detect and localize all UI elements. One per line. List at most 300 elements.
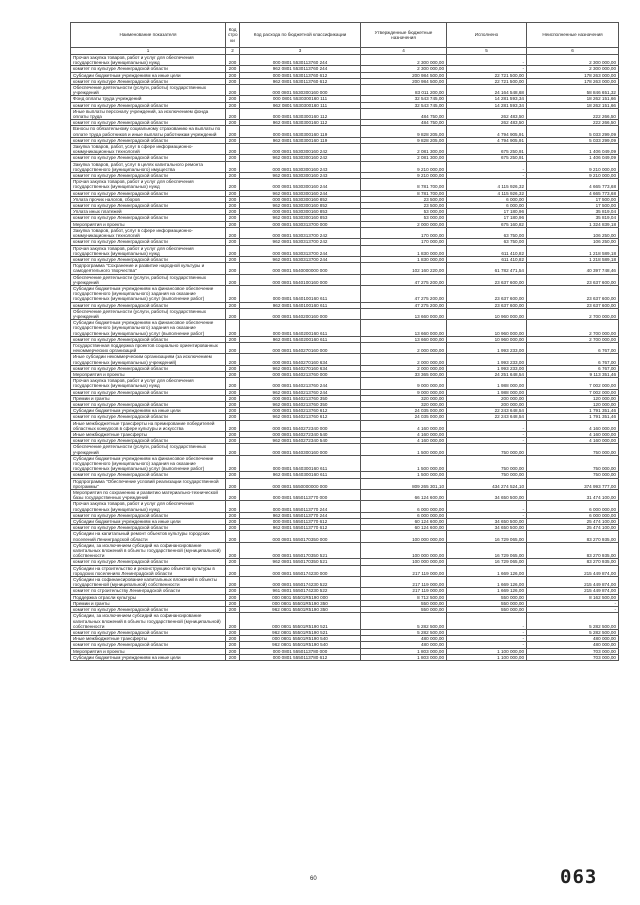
table-row bbox=[71, 354, 619, 365]
row-unexecuted-amount: 18 262 151,66 bbox=[527, 96, 619, 102]
row-approved-amount: 1 803 000,00 bbox=[361, 648, 447, 654]
row-classification-code: 000 0801 5530313700 244 bbox=[240, 245, 361, 256]
row-name: Иные выплаты персоналу учреждений, за исключением фонда оплаты труда bbox=[71, 108, 226, 119]
row-unexecuted-amount: 480 000,00 bbox=[527, 636, 619, 642]
row-approved-amount: 9 828 205,00 bbox=[361, 126, 447, 137]
row-line-code: 200 bbox=[226, 196, 240, 202]
row-approved-amount: 4 160 000,00 bbox=[361, 420, 447, 431]
row-line-code: 200 bbox=[226, 648, 240, 654]
row-line-code: 200 bbox=[226, 274, 240, 285]
row-classification-code: 000 0801 5530300160 243 bbox=[240, 161, 361, 172]
row-line-code: 200 bbox=[226, 542, 240, 559]
row-unexecuted-amount: 23 637 600,00 bbox=[527, 274, 619, 285]
row-classification-code: 000 0801 5550000000 000 bbox=[240, 478, 361, 489]
row-name: Закупка товаров, работ, услуг в сфере информационно-коммуникационных технологий bbox=[71, 144, 226, 155]
row-name: комитет по культуре Ленинградской области bbox=[71, 137, 226, 143]
row-approved-amount: 23 500,00 bbox=[361, 196, 447, 202]
row-name: Мероприятия и проекты bbox=[71, 371, 226, 377]
row-executed-amount: - bbox=[447, 512, 527, 518]
row-name: Поддержка отрасли культуры bbox=[71, 594, 226, 600]
row-name: Уплата прочих налогов, сборов bbox=[71, 196, 226, 202]
row-executed-amount: 4 794 905,91 bbox=[447, 126, 527, 137]
row-unexecuted-amount: 40 397 748,46 bbox=[527, 263, 619, 274]
row-name: Субсидии бюджетным учреждениям на иные цели bbox=[71, 72, 226, 78]
row-executed-amount: 1 669 126,00 bbox=[447, 577, 527, 588]
row-approved-amount: 2 000 000,00 bbox=[361, 342, 447, 353]
row-line-code: 200 bbox=[226, 378, 240, 389]
row-executed-amount: 34 650 500,00 bbox=[447, 490, 527, 501]
row-unexecuted-amount: 7 002 000,00 bbox=[527, 389, 619, 395]
row-executed-amount: 4 115 926,32 bbox=[447, 179, 527, 190]
row-line-code: 200 bbox=[226, 594, 240, 600]
row-approved-amount: 47 275 200,00 bbox=[361, 302, 447, 308]
table-row bbox=[71, 444, 619, 455]
row-line-code: 200 bbox=[226, 490, 240, 501]
row-classification-code: 962 0801 55501R5190 540 bbox=[240, 642, 361, 648]
row-classification-code: 962 0801 5540213760 350 bbox=[240, 401, 361, 407]
row-approved-amount: 1 500 000,00 bbox=[361, 455, 447, 472]
row-unexecuted-amount: - bbox=[527, 607, 619, 613]
row-classification-code: 000 0801 5540200160 000 bbox=[240, 308, 361, 319]
row-name: Иные субсидии некоммерческим организациям (за исключением государственных (муниципальных) учреждений) bbox=[71, 354, 226, 365]
column-number: 3 bbox=[240, 48, 361, 55]
row-unexecuted-amount: 178 263 000,00 bbox=[527, 78, 619, 84]
table-row bbox=[71, 531, 619, 542]
row-approved-amount: 1 830 000,00 bbox=[361, 245, 447, 256]
row-executed-amount: 22 721 500,00 bbox=[447, 72, 527, 78]
table-row bbox=[71, 565, 619, 576]
row-executed-amount: 1 993 233,00 bbox=[447, 365, 527, 371]
row-line-code: 200 bbox=[226, 126, 240, 137]
row-line-code: 200 bbox=[226, 444, 240, 455]
row-name: комитет по культуре Ленинградской области bbox=[71, 525, 226, 531]
row-line-code: 200 bbox=[226, 72, 240, 78]
row-unexecuted-amount: 215 449 874,00 bbox=[527, 577, 619, 588]
row-name: Субсидии, за исключением субсидий на софинансирование капитальных вложений в объекты государственной (муниципальной) собственности bbox=[71, 613, 226, 630]
row-executed-amount: 750 000,00 bbox=[447, 444, 527, 455]
row-classification-code: 000 0801 5530300160 111 bbox=[240, 96, 361, 102]
table-row bbox=[71, 490, 619, 501]
row-line-code: 200 bbox=[226, 636, 240, 642]
row-executed-amount: 550 000,00 bbox=[447, 607, 527, 613]
row-executed-amount: 63 750,00 bbox=[447, 227, 527, 238]
row-unexecuted-amount: 2 700 000,00 bbox=[527, 308, 619, 319]
row-unexecuted-amount: 4 160 000,00 bbox=[527, 420, 619, 431]
row-unexecuted-amount: 25 474 100,00 bbox=[527, 525, 619, 531]
row-unexecuted-amount: 9 210 000,00 bbox=[527, 173, 619, 179]
row-approved-amount: 217 119 000,00 bbox=[361, 577, 447, 588]
row-line-code: 200 bbox=[226, 285, 240, 302]
row-approved-amount: 6 000 000,00 bbox=[361, 512, 447, 518]
row-classification-code: 000 0801 5540300160 000 bbox=[240, 444, 361, 455]
row-unexecuted-amount: 8 162 500,00 bbox=[527, 594, 619, 600]
row-approved-amount: 83 011 200,00 bbox=[361, 85, 447, 96]
row-classification-code: 000 0801 5540270160 000 bbox=[240, 342, 361, 353]
row-name: комитет по культуре Ленинградской области bbox=[71, 173, 226, 179]
row-approved-amount: 9 000 000,00 bbox=[361, 389, 447, 395]
row-classification-code: 000 0801 5550113770 244 bbox=[240, 501, 361, 512]
row-name: Субсидии бюджетным учреждениям на иные цели bbox=[71, 408, 226, 414]
row-approved-amount: 60 124 600,00 bbox=[361, 519, 447, 525]
row-name: Субсидии бюджетным учреждениям на финансовое обеспечение государственного (муниципального) задания на оказание государственных (муниципальных) услуг (выполнение работ) bbox=[71, 455, 226, 472]
row-classification-code: 000 0801 5540270160 634 bbox=[240, 354, 361, 365]
table-row bbox=[71, 455, 619, 472]
table-row bbox=[71, 161, 619, 172]
row-name: Обеспечение деятельности (услуги, работы) государственных учреждений bbox=[71, 274, 226, 285]
row-executed-amount: 611 410,82 bbox=[447, 245, 527, 256]
row-executed-amount: 22 243 648,54 bbox=[447, 408, 527, 414]
row-approved-amount: 1 500 000,00 bbox=[361, 472, 447, 478]
row-executed-amount: 24 164 548,68 bbox=[447, 85, 527, 96]
row-executed-amount: 200 000,00 bbox=[447, 401, 527, 407]
row-classification-code: 962 0801 5550170350 521 bbox=[240, 559, 361, 565]
table-row bbox=[71, 285, 619, 302]
row-unexecuted-amount: 7 002 000,00 bbox=[527, 378, 619, 389]
row-unexecuted-amount: 83 270 935,00 bbox=[527, 531, 619, 542]
row-name: комитет по культуре Ленинградской области bbox=[71, 155, 226, 161]
row-name: Иные межбюджетные трансферты bbox=[71, 432, 226, 438]
row-line-code: 200 bbox=[226, 432, 240, 438]
row-unexecuted-amount: 5 282 500,00 bbox=[527, 629, 619, 635]
row-classification-code: 000 0801 5540213760 000 bbox=[240, 371, 361, 377]
row-approved-amount: 2 000 000,00 bbox=[361, 365, 447, 371]
row-approved-amount: 809 265 301,10 bbox=[361, 478, 447, 489]
row-approved-amount: 320 000,00 bbox=[361, 395, 447, 401]
row-unexecuted-amount: 106 250,00 bbox=[527, 227, 619, 238]
row-executed-amount: 6 000,00 bbox=[447, 203, 527, 209]
row-executed-amount: 16 729 065,00 bbox=[447, 542, 527, 559]
row-executed-amount: 550 000,00 bbox=[447, 594, 527, 600]
row-unexecuted-amount: 1 218 589,18 bbox=[527, 245, 619, 256]
row-unexecuted-amount: 4 665 773,68 bbox=[527, 179, 619, 190]
row-executed-amount: 1 669 126,00 bbox=[447, 565, 527, 576]
row-executed-amount: 14 281 593,34 bbox=[447, 102, 527, 108]
row-executed-amount: 6 000,00 bbox=[447, 196, 527, 202]
row-approved-amount: 2 300 000,00 bbox=[361, 55, 447, 66]
row-name: Иные межбюджетные трансферты bbox=[71, 636, 226, 642]
row-line-code: 200 bbox=[226, 102, 240, 108]
row-executed-amount: - bbox=[447, 161, 527, 172]
row-unexecuted-amount: 83 270 935,00 bbox=[527, 542, 619, 559]
row-name: Прочая закупка товаров, работ и услуг для обеспечения государственных (муниципальных) нужд bbox=[71, 378, 226, 389]
row-executed-amount: 1 988 000,00 bbox=[447, 389, 527, 395]
row-approved-amount: 200 984 500,00 bbox=[361, 72, 447, 78]
row-line-code: 200 bbox=[226, 565, 240, 576]
row-line-code: 200 bbox=[226, 215, 240, 221]
table-row bbox=[71, 227, 619, 238]
row-name: комитет по культуре Ленинградской области bbox=[71, 215, 226, 221]
row-approved-amount: 480 000,00 bbox=[361, 642, 447, 648]
row-name: Фонд оплаты труда учреждений bbox=[71, 96, 226, 102]
row-classification-code: 000 0801 5530300160 242 bbox=[240, 144, 361, 155]
row-executed-amount: 1 100 000,00 bbox=[447, 648, 527, 654]
row-name: комитет по культуре Ленинградской области bbox=[71, 336, 226, 342]
row-name: комитет по культуре Ленинградской области bbox=[71, 78, 226, 84]
row-executed-amount: 16 729 065,00 bbox=[447, 531, 527, 542]
row-classification-code: 000 0801 5530300160 119 bbox=[240, 126, 361, 137]
row-unexecuted-amount: 31 474 100,00 bbox=[527, 490, 619, 501]
row-unexecuted-amount: 5 033 299,09 bbox=[527, 137, 619, 143]
row-line-code: 200 bbox=[226, 600, 240, 606]
row-executed-amount: 434 274 524,10 bbox=[447, 478, 527, 489]
row-approved-amount: 484 750,00 bbox=[361, 108, 447, 119]
row-classification-code: 000 0801 5540200160 611 bbox=[240, 320, 361, 337]
row-line-code: 200 bbox=[226, 629, 240, 635]
row-approved-amount: 217 119 000,00 bbox=[361, 565, 447, 576]
row-executed-amount: - bbox=[447, 55, 527, 66]
row-classification-code: 000 0801 5540213760 350 bbox=[240, 395, 361, 401]
row-classification-code: 000 0801 55501R5190 350 bbox=[240, 600, 361, 606]
row-name: комитет по культуре Ленинградской области bbox=[71, 66, 226, 72]
row-approved-amount: 66 124 600,00 bbox=[361, 490, 447, 501]
table-row bbox=[71, 85, 619, 96]
row-unexecuted-amount: 9 113 351,46 bbox=[527, 371, 619, 377]
row-executed-amount: 10 960 000,00 bbox=[447, 308, 527, 319]
row-executed-amount: 750 000,00 bbox=[447, 455, 527, 472]
header-line-code: Код стро ки bbox=[226, 23, 240, 48]
row-classification-code: 962 0801 5540213760 244 bbox=[240, 389, 361, 395]
row-classification-code: 962 0801 5530313700 244 bbox=[240, 256, 361, 262]
row-name: Мероприятия по сохранению и развитию материально-технической базы государственных учреждений bbox=[71, 490, 226, 501]
row-line-code: 200 bbox=[226, 302, 240, 308]
row-unexecuted-amount: 120 000,00 bbox=[527, 395, 619, 401]
row-unexecuted-amount: 215 449 874,00 bbox=[527, 588, 619, 594]
row-classification-code: 000 0801 5530313700 242 bbox=[240, 227, 361, 238]
row-approved-amount: 100 000 000,00 bbox=[361, 542, 447, 559]
row-classification-code: 962 0801 5530300160 112 bbox=[240, 120, 361, 126]
row-approved-amount: 9 828 205,00 bbox=[361, 137, 447, 143]
row-line-code: 200 bbox=[226, 66, 240, 72]
row-line-code: 200 bbox=[226, 137, 240, 143]
table-body bbox=[71, 55, 619, 661]
row-line-code: 200 bbox=[226, 120, 240, 126]
page-number: 60 bbox=[310, 876, 317, 882]
row-name: Взносы по обязательному социальному страхованию на выплаты по оплате труда работников и иные выплаты работникам учреждений bbox=[71, 126, 226, 137]
row-executed-amount: - bbox=[447, 642, 527, 648]
row-name: Прочая закупка товаров, работ и услуг для обеспечения государственных (муниципальных) нужд bbox=[71, 501, 226, 512]
row-name: комитет по культуре Ленинградской области bbox=[71, 239, 226, 245]
row-classification-code: 000 0801 5540272340 540 bbox=[240, 432, 361, 438]
table-row bbox=[71, 179, 619, 190]
row-executed-amount: - bbox=[447, 432, 527, 438]
row-name: Премии и гранты bbox=[71, 600, 226, 606]
row-classification-code: 962 0801 5530300160 119 bbox=[240, 137, 361, 143]
row-classification-code: 000 0801 5530300160 112 bbox=[240, 108, 361, 119]
row-unexecuted-amount: 5 282 500,00 bbox=[527, 613, 619, 630]
row-line-code: 200 bbox=[226, 203, 240, 209]
table-row bbox=[71, 542, 619, 559]
row-name: комитет по культуре Ленинградской области bbox=[71, 120, 226, 126]
table-row bbox=[71, 108, 619, 119]
row-line-code: 200 bbox=[226, 96, 240, 102]
row-line-code: 200 bbox=[226, 85, 240, 96]
row-name: Обеспечение деятельности (услуги, работы) государственных учреждений bbox=[71, 444, 226, 455]
row-unexecuted-amount: 120 000,00 bbox=[527, 401, 619, 407]
row-line-code: 200 bbox=[226, 190, 240, 196]
row-name: Мероприятия и проекты bbox=[71, 221, 226, 227]
row-approved-amount: 2 000 000,00 bbox=[361, 354, 447, 365]
row-approved-amount: 4 160 000,00 bbox=[361, 432, 447, 438]
row-name: комитет по культуре Ленинградской области bbox=[71, 203, 226, 209]
column-number: 5 bbox=[447, 48, 527, 55]
row-name: комитет по строительству Ленинградской области bbox=[71, 588, 226, 594]
row-name: Иные межбюджетные трансферты на премирование победителей областных конкурсов в сфере культуры и искусства bbox=[71, 420, 226, 431]
row-name: Закупка товаров, работ, услуг в целях капитального ремонта государственного (муниципального) имущества bbox=[71, 161, 226, 172]
row-unexecuted-amount: 18 262 151,66 bbox=[527, 102, 619, 108]
row-classification-code: 962 0801 5530300160 852 bbox=[240, 203, 361, 209]
row-classification-code: 000 0801 5530313700 000 bbox=[240, 221, 361, 227]
row-line-code: 200 bbox=[226, 654, 240, 660]
table-row bbox=[71, 420, 619, 431]
column-number-row bbox=[71, 48, 619, 55]
column-number: 6 bbox=[527, 48, 619, 55]
row-executed-amount: 1 988 000,00 bbox=[447, 378, 527, 389]
handwritten-sheet-number: 063 bbox=[560, 866, 598, 888]
row-line-code: 200 bbox=[226, 389, 240, 395]
row-classification-code: 962 0801 5530313700 242 bbox=[240, 239, 361, 245]
row-executed-amount: - bbox=[447, 636, 527, 642]
row-line-code: 200 bbox=[226, 525, 240, 531]
table-row bbox=[71, 263, 619, 274]
row-approved-amount: 170 000,00 bbox=[361, 239, 447, 245]
row-classification-code: 000 0801 5540213760 244 bbox=[240, 378, 361, 389]
table-row bbox=[71, 342, 619, 353]
row-approved-amount: 13 660 000,00 bbox=[361, 336, 447, 342]
row-approved-amount: 60 124 600,00 bbox=[361, 525, 447, 531]
row-classification-code: 962 0801 5540272340 540 bbox=[240, 438, 361, 444]
row-approved-amount: 24 035 000,00 bbox=[361, 408, 447, 414]
row-name: Прочая закупка товаров, работ и услуг для обеспечения государственных (муниципальных) нужд bbox=[71, 179, 226, 190]
row-executed-amount: 22 243 648,54 bbox=[447, 414, 527, 420]
row-line-code: 200 bbox=[226, 478, 240, 489]
row-unexecuted-amount: - bbox=[527, 600, 619, 606]
row-approved-amount: 1 500 000,00 bbox=[361, 444, 447, 455]
header-unexecuted: Неисполненные назначения bbox=[527, 23, 619, 48]
row-classification-code: 962 0801 5530300160 111 bbox=[240, 102, 361, 108]
row-classification-code: 962 0801 5530113760 612 bbox=[240, 78, 361, 84]
row-line-code: 200 bbox=[226, 263, 240, 274]
row-line-code: 200 bbox=[226, 408, 240, 414]
row-executed-amount: 61 782 471,54 bbox=[447, 263, 527, 274]
row-classification-code: 000 0801 5550113770 612 bbox=[240, 519, 361, 525]
row-approved-amount: 5 282 500,00 bbox=[361, 629, 447, 635]
row-executed-amount: 550 000,00 bbox=[447, 600, 527, 606]
row-unexecuted-amount: 23 637 600,00 bbox=[527, 302, 619, 308]
row-approved-amount: 13 660 000,00 bbox=[361, 308, 447, 319]
row-name: Государственная поддержка проектов социально ориентированных некоммерческих организаций bbox=[71, 342, 226, 353]
row-line-code: 200 bbox=[226, 55, 240, 66]
row-executed-amount: 675 250,91 bbox=[447, 155, 527, 161]
row-approved-amount: 9 210 000,00 bbox=[361, 161, 447, 172]
row-classification-code: 962 0801 5530113760 244 bbox=[240, 66, 361, 72]
row-name: комитет по культуре Ленинградской области bbox=[71, 365, 226, 371]
row-executed-amount: 17 180,96 bbox=[447, 209, 527, 215]
header-executed: Исполнено bbox=[447, 23, 527, 48]
row-classification-code: 962 0801 5530300160 242 bbox=[240, 155, 361, 161]
row-approved-amount: 5 282 500,00 bbox=[361, 613, 447, 630]
row-unexecuted-amount: 750 000,00 bbox=[527, 455, 619, 472]
row-unexecuted-amount: 374 993 777,00 bbox=[527, 478, 619, 489]
row-executed-amount: 675 250,91 bbox=[447, 144, 527, 155]
table-row bbox=[71, 308, 619, 319]
row-classification-code: 000 0801 5550170350 521 bbox=[240, 542, 361, 559]
row-line-code: 200 bbox=[226, 588, 240, 594]
row-line-code: 200 bbox=[226, 395, 240, 401]
row-line-code: 200 bbox=[226, 371, 240, 377]
row-executed-amount: 10 960 000,00 bbox=[447, 320, 527, 337]
row-executed-amount: - bbox=[447, 501, 527, 512]
row-approved-amount: 4 160 000,00 bbox=[361, 438, 447, 444]
row-executed-amount: 750 000,00 bbox=[447, 472, 527, 478]
row-classification-code: 000 0801 55501R5190 521 bbox=[240, 613, 361, 630]
row-unexecuted-amount: 83 270 935,00 bbox=[527, 559, 619, 565]
row-line-code: 200 bbox=[226, 519, 240, 525]
row-executed-amount: 17 180,96 bbox=[447, 215, 527, 221]
row-line-code: 200 bbox=[226, 438, 240, 444]
row-executed-amount: 34 650 500,00 bbox=[447, 525, 527, 531]
row-unexecuted-amount: 215 449 874,00 bbox=[527, 565, 619, 576]
row-unexecuted-amount: 750 000,00 bbox=[527, 444, 619, 455]
row-unexecuted-amount: 222 266,50 bbox=[527, 120, 619, 126]
row-line-code: 200 bbox=[226, 501, 240, 512]
row-unexecuted-amount: 35 819,04 bbox=[527, 215, 619, 221]
row-name: Субсидии бюджетным учреждениям на финансовое обеспечение государственного (муниципального) задания на оказание государственных (муниципальных) услуг (выполнение работ) bbox=[71, 320, 226, 337]
row-name: комитет по культуре Ленинградской области bbox=[71, 302, 226, 308]
row-executed-amount: 14 281 593,34 bbox=[447, 96, 527, 102]
column-number: 2 bbox=[226, 48, 240, 55]
budget-execution-table bbox=[70, 22, 619, 661]
table-row bbox=[71, 378, 619, 389]
row-name: комитет по культуре Ленинградской области bbox=[71, 102, 226, 108]
row-name: комитет по культуре Ленинградской области bbox=[71, 401, 226, 407]
row-line-code: 200 bbox=[226, 455, 240, 472]
row-executed-amount: 1 669 126,00 bbox=[447, 588, 527, 594]
row-approved-amount: 24 035 000,00 bbox=[361, 414, 447, 420]
row-name: Прочая закупка товаров, работ и услуг для обеспечения государственных (муниципальных) нужд bbox=[71, 55, 226, 66]
row-unexecuted-amount: 1 406 049,09 bbox=[527, 155, 619, 161]
row-unexecuted-amount: 1 406 049,09 bbox=[527, 144, 619, 155]
row-line-code: 200 bbox=[226, 155, 240, 161]
row-approved-amount: 6 000 000,00 bbox=[361, 501, 447, 512]
row-name: Закупка товаров, работ, услуг в сфере информационно-коммуникационных технологий bbox=[71, 227, 226, 238]
row-line-code: 200 bbox=[226, 221, 240, 227]
row-executed-amount: 23 637 600,00 bbox=[447, 274, 527, 285]
row-executed-amount: 16 729 065,00 bbox=[447, 559, 527, 565]
row-unexecuted-amount: 1 218 589,18 bbox=[527, 256, 619, 262]
row-approved-amount: 2 000 000,00 bbox=[361, 221, 447, 227]
row-name: Субсидии бюджетным учреждениям на иные цели bbox=[71, 519, 226, 525]
row-classification-code: 962 0801 55501R5190 521 bbox=[240, 629, 361, 635]
row-classification-code: 000 0801 5550113780 612 bbox=[240, 654, 361, 660]
row-approved-amount: 9 000 000,00 bbox=[361, 378, 447, 389]
row-classification-code: 962 0801 5540270160 634 bbox=[240, 365, 361, 371]
row-classification-code: 962 0801 5550113770 244 bbox=[240, 512, 361, 518]
row-name: Обеспечение деятельности (услуги, работы) государственных учреждений bbox=[71, 85, 226, 96]
row-executed-amount: 24 251 648,54 bbox=[447, 371, 527, 377]
row-classification-code: 961 0801 5550174230 522 bbox=[240, 588, 361, 594]
row-name: Субсидии на капитальный ремонт объектов культуры городских поселений Ленинградской области bbox=[71, 531, 226, 542]
row-approved-amount: 33 365 000,00 bbox=[361, 371, 447, 377]
row-unexecuted-amount: 222 266,50 bbox=[527, 108, 619, 119]
row-approved-amount: 170 000,00 bbox=[361, 227, 447, 238]
row-unexecuted-amount: 9 210 000,00 bbox=[527, 161, 619, 172]
row-executed-amount: 23 637 600,00 bbox=[447, 285, 527, 302]
row-name: Уплата иных платежей bbox=[71, 209, 226, 215]
row-approved-amount: 550 000,00 bbox=[361, 600, 447, 606]
row-line-code: 200 bbox=[226, 256, 240, 262]
table-row bbox=[71, 654, 619, 660]
row-line-code: 200 bbox=[226, 173, 240, 179]
